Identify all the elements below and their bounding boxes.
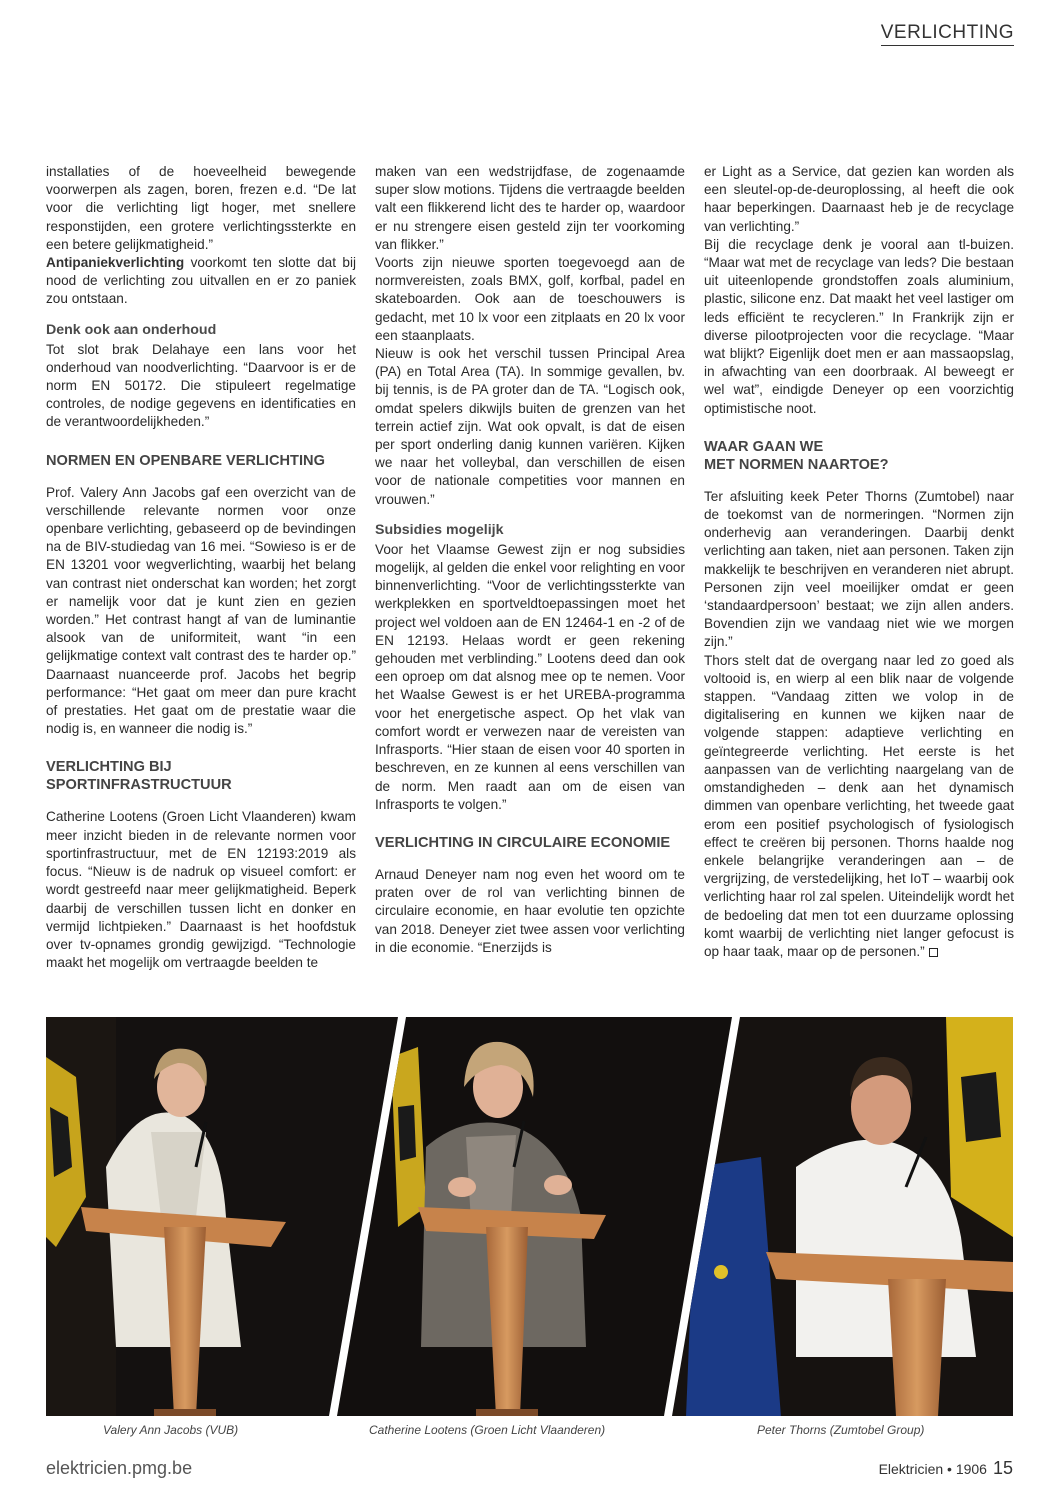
heading-toekomst	[704, 438, 1014, 474]
paragraph: er Light as a Service, dat gezien kan worden als een sleutel-op-de-deuroplossing, al heeft die ook haar beperkingen. Daarnaast heb je de recyclage van verlichting.”	[704, 164, 1014, 234]
photo-caption-1: Valery Ann Jacobs (VUB)	[103, 1423, 239, 1437]
paragraph: Prof. Valery Ann Jacobs gaf een overzicht van de verschillende relevante normen voor onze openbare verlichting, gebaseerd op de bevindingen na de BIV-studiedag van 16 mei. “Sowieso is er de EN 13201 voor wegverlichting, waarbij het belang van contrast niet onderschat kan worden; het zorgt er namelijk voor dat je kunt zien en gezien worden.” Het contrast hangt af van de luminantie alsook van de uniformiteit, want “in een gelijkmatige context valt contrast des te harder op.” Daarnaast nuanceerde prof. Jacobs het begrip performance: “Het gaat om meer dan pure kracht of prestaties. Het gaat om de prestatie waar die nodig is, en wanneer die nodig is.”	[46, 484, 356, 737]
heading-sport: VERLICHTING BIJ SPORTINFRASTRUCTUUR	[46, 759, 232, 794]
paragraph	[46, 254, 356, 309]
heading-normen: NORMEN EN OPENBARE VERLICHTING	[46, 452, 325, 469]
heading-line: MET NORMEN NAARTOE?	[704, 456, 889, 473]
text-column-2	[375, 163, 685, 957]
paragraph: Voor het Vlaamse Gewest zijn er nog subsidies mogelijk, al gelden die enkel voor relighting en voor binnenverlichting. “Voor de verlichtingssterkte van werkplekken en sportveldtoepassingen moet het project wel voldoen aan de EN 12464-1 en -2 of de EN 12193. Helaas wordt er geen rekening gehouden met verblinding.” Lootens deed dan ook een oproep om dat alsnog mee op te nemen. Voor het Waalse Gewest is er het UREBA-programma voor het energetische aspect. Op het vlak van comfort wordt er verwezen naar de vereisten van Infrasports. “Hier staan de eisen voor 40 sporten in beschreven, en ze kunnen al eens verschillen van de norm. Men raadt aan om de eisen van Infrasports te volgen.”	[375, 541, 685, 812]
bold-lead: Antipaniekverlichting	[46, 255, 185, 271]
footer-website-link[interactable]: elektricien.pmg.be	[46, 1458, 193, 1478]
paragraph: Tot slot brak Delahaye een lans voor het onderhoud van noodverlichting. “Daarvoor is er de norm EN 50172. Die stipuleert regelmatige controles, de nodige gegevens en identificaties en de verantwoordelijkheden.”	[46, 341, 356, 430]
paragraph	[704, 652, 1014, 961]
section-title: VERLICHTING	[881, 22, 1014, 46]
text-column-3	[704, 163, 1014, 961]
paragraph: maken van een wedstrijdfase, de zogenaamde super slow motions. Tijdens die vertraagde beelden valt een flikkerend licht des te harder op, waardoor er nu strengere eisen gesteld zijn ter voorkoming van flikker.”	[375, 164, 685, 252]
subheading-onderhoud: Denk ook aan onderhoud	[46, 321, 217, 338]
paragraph: Voorts zijn nieuwe sporten toegevoegd aan de normvereisten, zoals BMX, golf, korfbal, padel en skateboarden. Ook aan de toeschouwers is gedacht, met 10 lx voor een zitplaats en 20 lx voor een staanplaats.	[375, 255, 685, 343]
photo-caption-3: Peter Thorns (Zumtobel Group)	[757, 1423, 925, 1437]
heading-circulair: VERLICHTING IN CIRCULAIRE ECONOMIE	[375, 834, 671, 851]
text-column-1	[46, 163, 356, 972]
page-number: 15	[992, 1458, 1013, 1478]
issue-label: Elektricien • 1906	[878, 1461, 987, 1477]
paragraph: Ter afsluiting keek Peter Thorns (Zumtobel) naar de toekomst van de normeringen. “Normen zijn onderhevig aan veranderingen. Daarbij denkt verlichting aan taken, niet aan personen. Taken zijn makkelijk te beschrijven en veranderen niet abrupt. Personen zijn veel moeilijker omdat er geen ‘standaardpersoon’ bestaat; we zijn allen anders. Bovendien zijn we vandaag niet wie we morgen zijn.”	[704, 488, 1014, 650]
paragraph: Arnaud Deneyer nam nog even het woord om te praten over de rol van verlichting binnen de circulaire economie, en haar evolutie ten opzichte van 2018. Deneyer ziet twee assen voor verlichting in die economie. “Enerzijds is	[375, 866, 685, 955]
photo-caption-2: Catherine Lootens (Groen Licht Vlaanderen)	[369, 1423, 606, 1437]
subheading-subsidies: Subsidies mogelijk	[375, 521, 504, 538]
heading-line: WAAR GAAN WE	[704, 438, 824, 455]
end-of-article-mark	[929, 948, 938, 957]
paragraph-text: voorkomt ten slotte dat bij nood de verlichting zou uitvallen en er zo paniek zou ontstaan.	[46, 255, 356, 307]
paragraph: installaties of de hoeveelheid bewegende voorwerpen als zagen, boren, frezen e.d. “De lat voor die verlichting ligt hoger, met snellere responstijden, een grotere verlichtingssterkte en een betere gelijkmatigheid.”	[46, 164, 356, 252]
paragraph-text: Thors stelt dat de overgang naar led zo goed als voltooid is, en wierp al een blik naar de volgende stappen. “Vandaag zitten we volop in de digitalisering en kunnen we kijken naar de volgende stappen: adaptieve verlichting en geïntegreerde verlichting. Het eerste is het aanpassen van de verlichting naargelang van de omstandigheden – denk aan het dynamisch dimmen van openbare verlichting, het tweede gaat erom een positief psychologisch of fysiologisch effect te creëren bij personen. Thorns haalde nog enkele belangrijke veranderingen aan – de vergrijzing, de verstedelijking, het IoT – waarbij ook verlichting haar rol zal spelen. Uiteindelijk wordt het de bedoeling dat men tot een duurzame oplossing komt waarbij de verlichting niet langer gefocust is op haar taak, maar op de personen.”	[704, 652, 1014, 959]
paragraph: Nieuw is ook het verschil tussen Principal Area (PA) en Total Area (TA). In sommige gevallen, bv. bij tennis, is de PA groter dan de TA. “Logisch ook, omdat spelers dikwijls buiten de grenzen van het terrein actief zijn. Wat ook opvalt, is dat de eisen per sport onderling danig kunnen variëren. Kijken we naar het volleybal, dan verschillen de eisen voor de nationale competities voor mannen en vrouwen.”	[375, 346, 685, 507]
footer-issue	[879, 1458, 1013, 1479]
paragraph: Catherine Lootens (Groen Licht Vlaanderen) kwam meer inzicht bieden in de relevante normen voor sportinfrastructuur, met de EN 12193:2019 als focus. “Nieuw is de nadruk op visueel comfort: er wordt gestreefd naar meer gelijkmatigheid. Beperk daarbij de verschillen tussen licht en donker en vermijd lichtpieken.” Daarnaast is het hoofdstuk over tv-opnames grondig gewijzigd. “Technologie maakt het mogelijk om vertraagde beelden te	[46, 809, 356, 971]
photo-strip	[46, 1017, 1013, 1416]
paragraph: Bij die recyclage denk je vooral aan tl-buizen. “Maar wat met de recyclage van leds? Die bestaan uit uiteenlopende grondstoffen zoals aluminium, plastic, silicone enz. Dat maakt het veel lastiger om leds efficiënt te recycleren.” In Frankrijk zijn er diverse pilootprojecten voor die recyclage. “Maar wat blijkt? Eigenlijk doet men er aan massaopslag, in afwachting van een doorbraak. Al beweegt er wel wat”, eindigde Deneyer op een voorzichtig optimistische noot.	[704, 236, 1014, 416]
